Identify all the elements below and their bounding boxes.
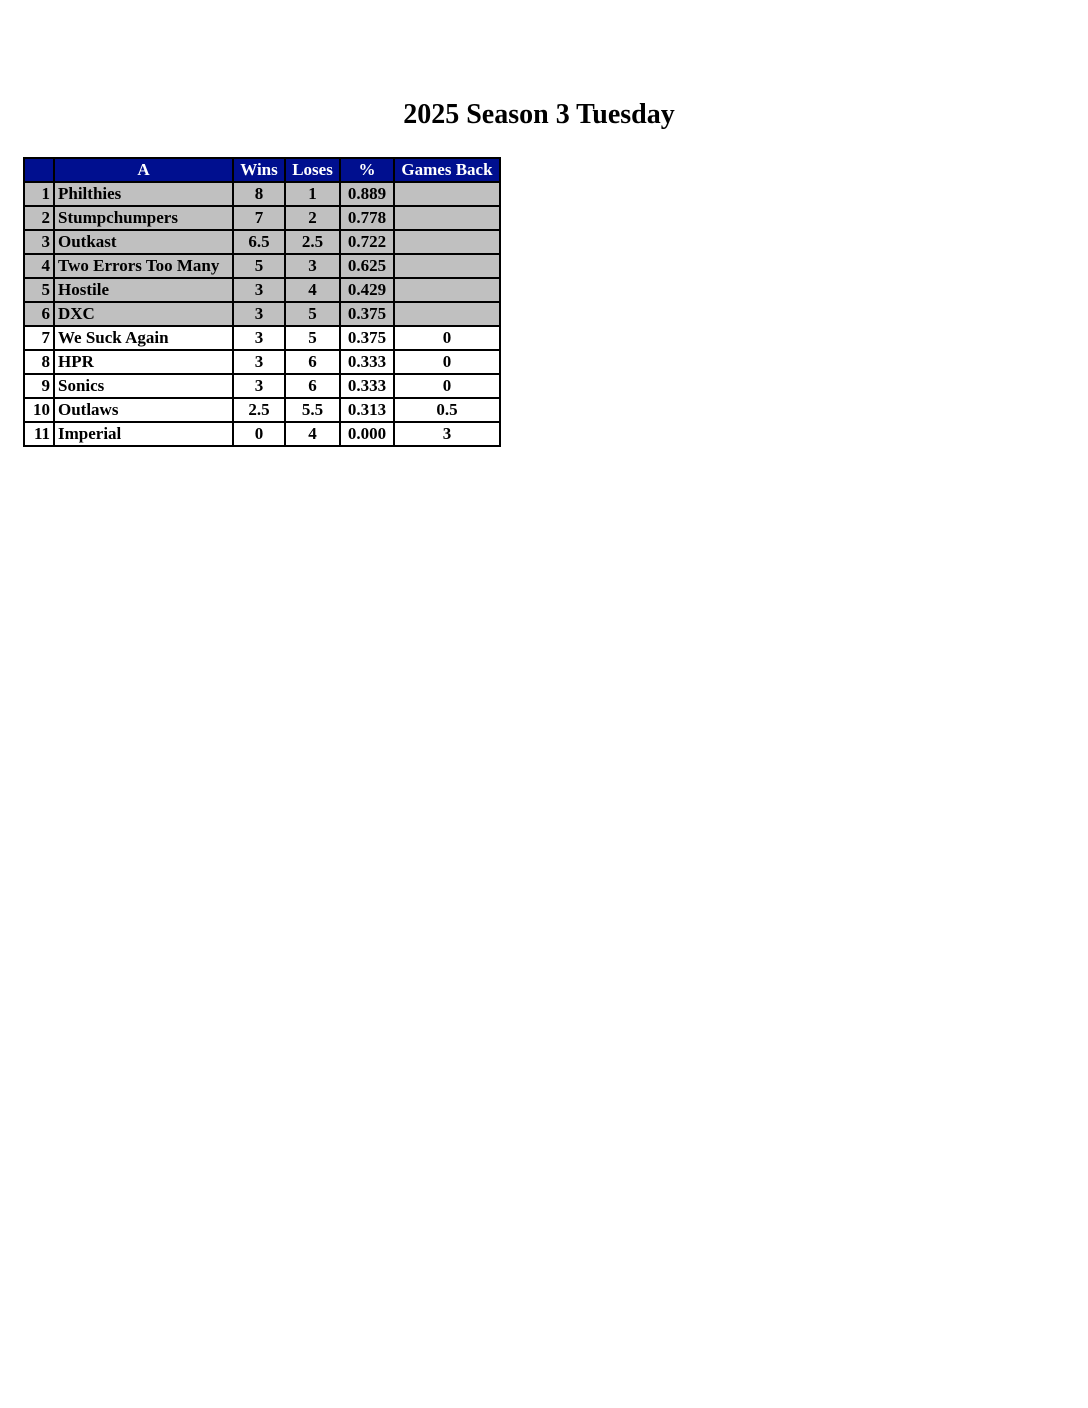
table-row	[24, 254, 500, 278]
cell-wins: 3	[233, 374, 285, 398]
cell-loses: 3	[285, 254, 340, 278]
cell-percent: 0.625	[340, 254, 394, 278]
column-header-team: A	[54, 158, 233, 182]
table-row	[24, 398, 500, 422]
cell-loses: 5	[285, 326, 340, 350]
cell-team: Sonics	[54, 374, 233, 398]
cell-wins: 2.5	[233, 398, 285, 422]
cell-percent: 0.889	[340, 182, 394, 206]
column-header-loses: Loses	[285, 158, 340, 182]
cell-rank: 8	[24, 350, 54, 374]
cell-rank: 6	[24, 302, 54, 326]
cell-team: Hostile	[54, 278, 233, 302]
table-row	[24, 182, 500, 206]
cell-loses: 6	[285, 350, 340, 374]
table-row	[24, 350, 500, 374]
cell-team: Imperial	[54, 422, 233, 446]
cell-team: Outkast	[54, 230, 233, 254]
cell-rank: 11	[24, 422, 54, 446]
cell-rank: 5	[24, 278, 54, 302]
cell-wins: 3	[233, 326, 285, 350]
cell-team: Stumpchumpers	[54, 206, 233, 230]
column-header-rank	[24, 158, 54, 182]
cell-loses: 4	[285, 422, 340, 446]
cell-rank: 3	[24, 230, 54, 254]
column-header-wins: Wins	[233, 158, 285, 182]
cell-games-back: 0	[394, 374, 500, 398]
cell-percent: 0.000	[340, 422, 394, 446]
cell-team: Outlaws	[54, 398, 233, 422]
cell-team: DXC	[54, 302, 233, 326]
cell-loses: 5.5	[285, 398, 340, 422]
cell-rank: 10	[24, 398, 54, 422]
cell-percent: 0.375	[340, 326, 394, 350]
table-row	[24, 326, 500, 350]
table-header-row	[24, 158, 500, 182]
cell-wins: 3	[233, 350, 285, 374]
standings-table	[23, 157, 501, 447]
cell-rank: 7	[24, 326, 54, 350]
cell-games-back	[394, 182, 500, 206]
cell-loses: 2	[285, 206, 340, 230]
cell-loses: 2.5	[285, 230, 340, 254]
cell-games-back: 0.5	[394, 398, 500, 422]
cell-team: Philthies	[54, 182, 233, 206]
table-row	[24, 374, 500, 398]
cell-loses: 5	[285, 302, 340, 326]
table-row	[24, 230, 500, 254]
cell-games-back	[394, 254, 500, 278]
cell-percent: 0.333	[340, 350, 394, 374]
cell-games-back: 3	[394, 422, 500, 446]
cell-rank: 9	[24, 374, 54, 398]
standings-body	[24, 182, 500, 446]
table-row	[24, 302, 500, 326]
cell-percent: 0.313	[340, 398, 394, 422]
page-title: 2025 Season 3 Tuesday	[403, 99, 675, 130]
cell-games-back: 0	[394, 350, 500, 374]
cell-percent: 0.722	[340, 230, 394, 254]
cell-loses: 1	[285, 182, 340, 206]
cell-games-back	[394, 278, 500, 302]
cell-loses: 4	[285, 278, 340, 302]
cell-percent: 0.333	[340, 374, 394, 398]
cell-team: HPR	[54, 350, 233, 374]
cell-team: Two Errors Too Many	[54, 254, 233, 278]
table-row	[24, 422, 500, 446]
cell-games-back: 0	[394, 326, 500, 350]
column-header-games-back: Games Back	[394, 158, 500, 182]
cell-wins: 6.5	[233, 230, 285, 254]
table-row	[24, 206, 500, 230]
cell-rank: 4	[24, 254, 54, 278]
cell-percent: 0.429	[340, 278, 394, 302]
cell-wins: 3	[233, 278, 285, 302]
cell-rank: 2	[24, 206, 54, 230]
cell-games-back	[394, 302, 500, 326]
cell-wins: 0	[233, 422, 285, 446]
cell-games-back	[394, 206, 500, 230]
cell-wins: 3	[233, 302, 285, 326]
cell-games-back	[394, 230, 500, 254]
cell-percent: 0.375	[340, 302, 394, 326]
cell-wins: 7	[233, 206, 285, 230]
cell-wins: 8	[233, 182, 285, 206]
cell-team: We Suck Again	[54, 326, 233, 350]
cell-wins: 5	[233, 254, 285, 278]
cell-loses: 6	[285, 374, 340, 398]
cell-percent: 0.778	[340, 206, 394, 230]
column-header-percent: %	[340, 158, 394, 182]
cell-rank: 1	[24, 182, 54, 206]
table-row	[24, 278, 500, 302]
